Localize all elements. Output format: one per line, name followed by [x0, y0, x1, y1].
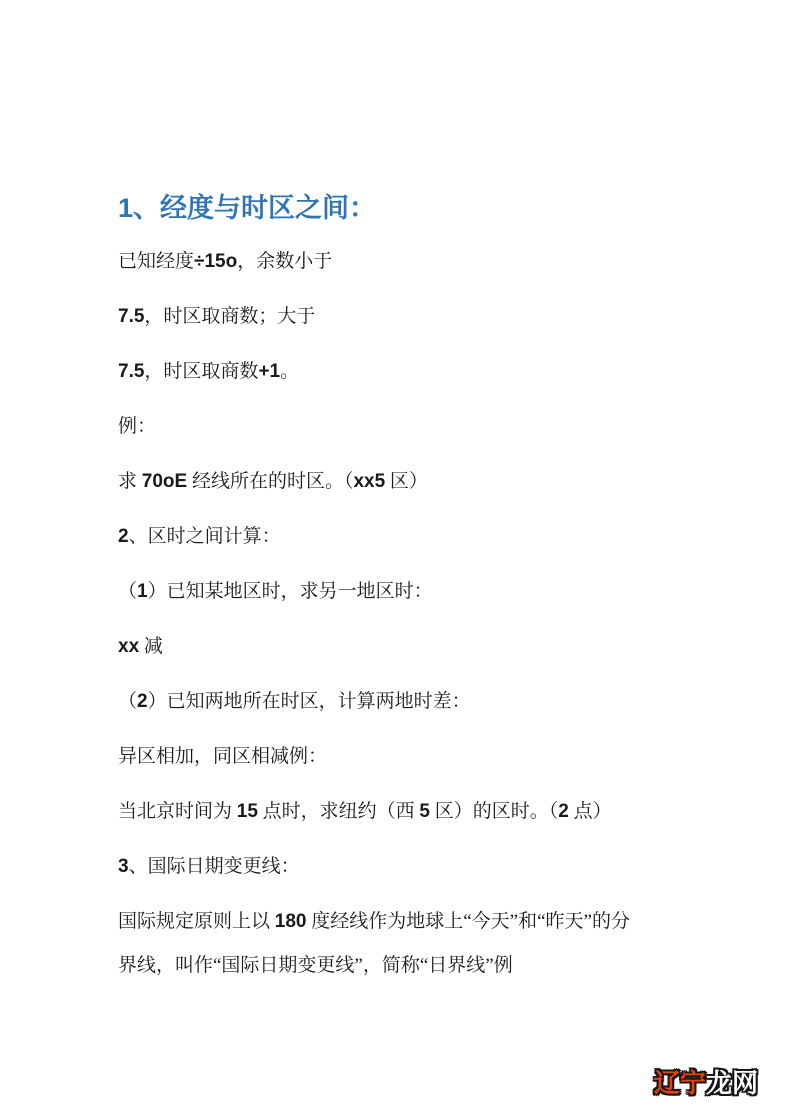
text-segment: 区）: [385, 471, 428, 492]
text-segment: 。: [280, 361, 300, 382]
watermark-part-red: 辽宁: [654, 1068, 707, 1098]
paragraph: [118, 680, 698, 724]
text-segment: 、区时之间计算：: [128, 526, 281, 547]
paragraph: [118, 845, 698, 889]
document-body: [118, 240, 698, 988]
text-segment: 2: [118, 526, 129, 547]
text-segment: +1: [258, 361, 281, 382]
paragraph: [118, 295, 698, 339]
text-segment: 、国际日期变更线：: [128, 856, 300, 877]
text-segment: 界线，叫作“国际日期变更线”，简称“日界线”例: [118, 955, 513, 976]
text-segment: ÷15o: [194, 251, 238, 272]
text-segment: 点）: [568, 801, 612, 822]
text-segment: 70oE: [141, 471, 188, 492]
paragraph: [118, 460, 698, 504]
text-segment: ，时区取商数: [144, 361, 259, 382]
paragraph: [118, 240, 698, 284]
site-watermark: [654, 1068, 758, 1098]
paragraph: [118, 350, 698, 394]
text-segment: 3: [118, 856, 129, 877]
paragraph: [118, 515, 698, 559]
text-segment: ，余数小于: [237, 251, 333, 272]
text-segment: 180: [274, 911, 307, 932]
text-segment: 点时，求纽约（西: [257, 801, 420, 822]
text-segment: （: [118, 581, 138, 602]
text-segment: 1: [137, 581, 148, 602]
text-segment: 求: [118, 471, 142, 492]
text-segment: ）已知两地所在时区，计算两地时差：: [147, 691, 471, 712]
text-segment: 15: [236, 801, 258, 822]
text-segment: 2: [137, 691, 148, 712]
text-segment: 区）的区时。（: [430, 801, 559, 822]
text-segment: （: [118, 691, 138, 712]
text-segment: 经线所在的时区。（: [187, 471, 354, 492]
paragraph: [118, 900, 698, 988]
text-segment: ，时区取商数；大于: [144, 306, 316, 327]
text-segment: ）已知某地区时，求另一地区时：: [147, 581, 433, 602]
text-segment: xx5: [353, 471, 386, 492]
paragraph: [118, 570, 698, 614]
text-segment: 异区相加，同区相减例：: [118, 746, 328, 767]
paragraph: [118, 735, 698, 779]
paragraph: [118, 790, 698, 834]
text-segment: 例：: [118, 416, 157, 437]
section-heading: 1、经度与时区之间：: [118, 193, 377, 223]
document-content: [118, 190, 698, 999]
text-segment: xx: [118, 636, 140, 657]
text-segment: 度经线作为地球上“今天”和“昨天”的分: [306, 911, 630, 932]
text-segment: 7.5: [118, 306, 145, 327]
text-segment: 已知经度: [118, 251, 195, 272]
text-segment: 5: [419, 801, 430, 822]
text-segment: 2: [558, 801, 569, 822]
paragraph: [118, 625, 698, 669]
watermark-part-white: 龙网: [706, 1068, 759, 1098]
text-segment: 国际规定原则上以: [118, 911, 275, 932]
text-segment: 减: [139, 636, 163, 657]
text-segment: 7.5: [118, 361, 145, 382]
paragraph: [118, 405, 698, 449]
text-segment: 当北京时间为: [118, 801, 237, 822]
